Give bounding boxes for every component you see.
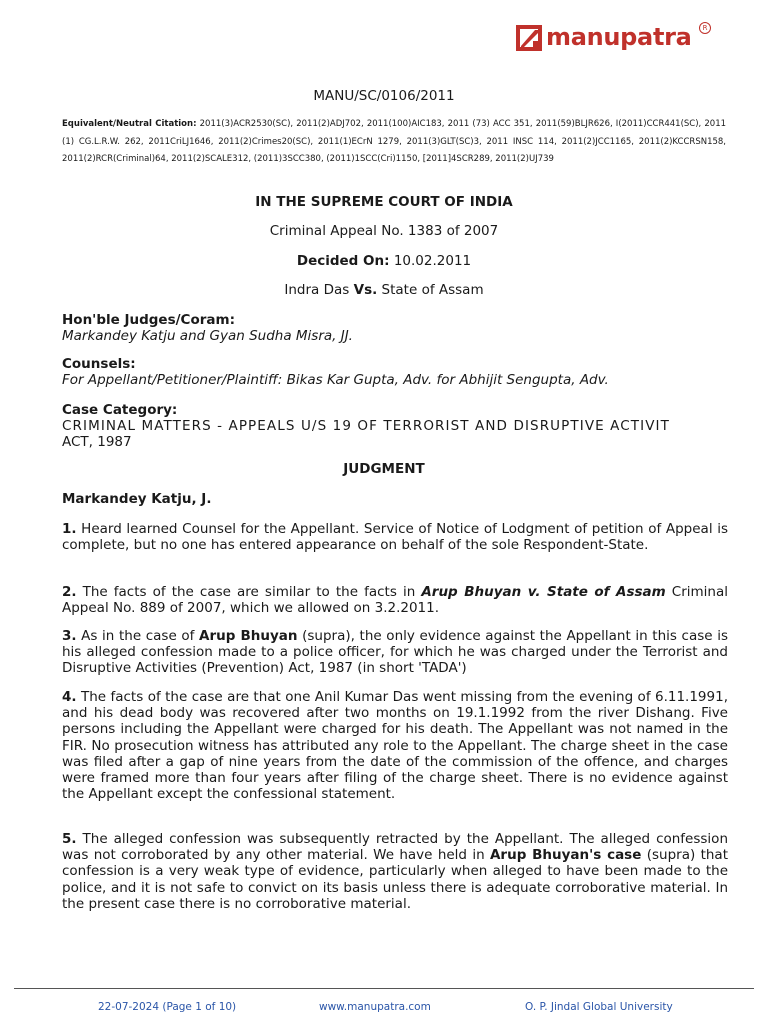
paragraph-number: 3. [62, 628, 77, 644]
citation-list: 2011(3)ACR2530(SC), 2011(2)ADJ702, 2011(100)AIC183, 2011 (73) ACC 351, 2011(59)BLJR626, I(2011)CCR441(SC), 2011 (1) CG.L.R.W. 262, 2011CriLJ1646, 2011(2)Crimes20(SC), 2011(1)ECrN 1279, 2011(3)GLT(SC)3, 2011 INSC 114, 2011(2)JCC1165, 2011(2)KCCRSN158, 2011(2)RCR(Criminal)64, 2011(2)SCALE312, (2011)3SCC380, (2011)1SCC(Cri)1150, [2011]4SCR289, 2011(2)UJ739 [62, 119, 727, 164]
case-reference: Arup Bhuyan's case [489, 847, 642, 864]
paragraph-text: The facts of the case are that one Anil Kumar Das went missing from the evening of 6.11.1991, and his dead body was recovered after two months on 19.1.1992 from the river Dishang. Five persons including the Appellant were charged for his death. The Appellant was not named in the FIR. No prosecution witness has attributed any role to the Appellant. The charge sheet in the case was filed after a gap of nine years from the date of the commission of the offence, and charges were framed more than four years after filing of the charge sheet. There is no evidence against the Appellant except the confessional statement. [62, 689, 728, 803]
citation-label: Equivalent/Neutral Citation: [62, 119, 197, 129]
logo-mark-icon [516, 25, 542, 51]
manupatra-logo [516, 22, 711, 56]
paragraph-text: (supra) that confession is a very weak type of evidence, particularly when alleged to have been made to the police, and it is not safe to convict on its basis unless there is adequate corroborative material. In the present case there is no corroborative material. [62, 847, 728, 912]
footer-divider [14, 988, 754, 989]
footer-institution: O. P. Jindal Global University [525, 1001, 673, 1013]
paragraph-number: 5. [62, 831, 77, 847]
paragraph-text: Criminal Appeal No. 889 of 2007, which we allowed on 3.2.2011. [62, 584, 728, 617]
paragraph-text: The alleged confession was subsequently retracted by the Appellant. The alleged confession was not corroborated by any other material. We have held in [62, 831, 728, 864]
counsels-section [62, 356, 730, 388]
case-category-line1: CRIMINAL MATTERS - APPEALS U/S 19 OF TERRORIST AND DISRUPTIVE ACTIVIT [62, 418, 670, 434]
appeal-number: Criminal Appeal No. 1383 of 2007 [269, 223, 499, 239]
paragraph-4 [62, 689, 728, 802]
appellant-name: Indra Das [284, 282, 350, 298]
judgment-author: Markandey Katju, J. [62, 491, 212, 507]
respondent-name: State of Assam [381, 282, 484, 298]
paragraph-number: 2. [62, 584, 77, 600]
footer-page-info: 22-07-2024 (Page 1 of 10) [98, 1001, 237, 1013]
case-parties [0, 282, 768, 298]
footer-website-link[interactable]: www.manupatra.com [319, 1001, 431, 1013]
paragraph-3 [62, 628, 728, 677]
case-category-label: Case Category: [62, 402, 178, 418]
counsels-label: Counsels: [62, 356, 136, 372]
paragraph-number: 4. [62, 689, 77, 705]
court-name: IN THE SUPREME COURT OF INDIA [255, 194, 513, 210]
registered-mark-icon: R [699, 22, 711, 34]
judges-section [62, 312, 730, 344]
decided-date: 10.02.2011 [393, 253, 472, 269]
paragraph-1 [62, 521, 728, 553]
paragraph-number: 1. [62, 521, 77, 537]
versus-label: Vs. [353, 282, 378, 298]
paragraph-text: (supra), the only evidence against the Appellant in this case is his alleged confession made to a police officer, for which he was charged under the Terrorist and Disruptive Activities (Prevention) Act, 1987 (in short 'TADA') [62, 628, 728, 677]
judges-names: Markandey Katju and Gyan Sudha Misra, JJ. [62, 328, 353, 344]
manu-citation-id: MANU/SC/0106/2011 [313, 88, 455, 104]
paragraph-text: The facts of the case are similar to the facts in [76, 584, 422, 600]
case-category-section [62, 402, 730, 450]
judges-label: Hon'ble Judges/Coram: [62, 312, 235, 328]
decided-on [0, 253, 768, 269]
paragraph-2 [62, 584, 728, 616]
paragraph-5 [62, 831, 728, 912]
paragraph-text: Heard learned Counsel for the Appellant. Service of Notice of Lodgment of petition of Appeal is complete, but no one has entered appearance on behalf of the sole Respondent-State. [62, 521, 728, 554]
decided-label: Decided On: [296, 253, 390, 269]
paragraph-text: As in the case of [76, 628, 200, 644]
judgment-heading: JUDGMENT [343, 461, 425, 477]
case-reference: Arup Bhuyan v. State of Assam [421, 584, 666, 600]
counsels-text: For Appellant/Petitioner/Plaintiff: Bikas Kar Gupta, Adv. for Abhijit Sengupta, Adv. [62, 372, 609, 388]
case-reference: Arup Bhuyan [199, 628, 298, 644]
logo-text: manupatra [546, 23, 692, 51]
case-category-line2: ACT, 1987 [62, 434, 132, 450]
equivalent-citations [62, 116, 726, 169]
